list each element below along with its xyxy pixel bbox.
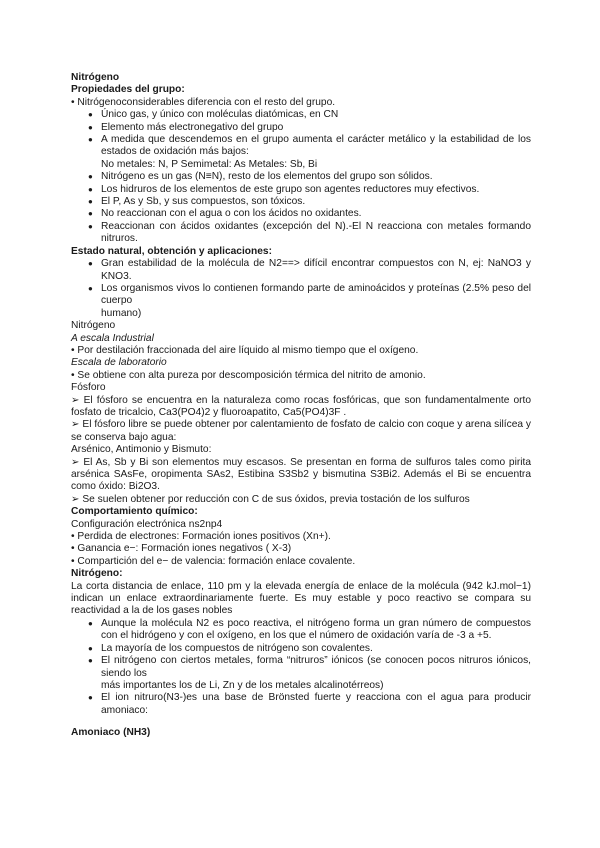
electron-configuration: Configuración electrónica ns2np4 <box>71 518 223 530</box>
natural-state-list <box>71 258 531 320</box>
group-properties-heading: Propiedades del grupo: <box>71 84 185 96</box>
nitrogen-paragraph: La corta distancia de enlace, 110 pm y la elevada energía de enlace de la molécula (942 kJ.mol−1) indican un enlace extraordinariamente fuerte. Es muy estable y poco reactivo se compara su reactividad a la de los gases nobles <box>71 580 531 617</box>
metal-classification: No metales: N, P Semimetal: As Metales: Sb, Bi <box>101 158 318 170</box>
list-item: ● El nitrógeno con ciertos metales, forma “nitruros” iónicos (se conocen pocos nitruros iónicos, siendo los más importantes los de Li, Zn y de los metales alcalinotérreos) <box>71 655 531 692</box>
list-item: ● Aunque la molécula N2 es poco reactiva, el nitrógeno forma un gran número de compuestos con el hidrógeno y con el oxígeno, en los que el número de oxidación varía de -3 a +5. <box>71 618 531 643</box>
list-item: ● El P, As y Sb, y sus compuestos, son tóxicos. <box>71 196 531 208</box>
group-intro: • Nitrógenoconsiderables diferencia con el resto del grupo. <box>71 96 336 108</box>
list-item: ● El ion nitruro(N3-)es una base de Brönsted fuerte y reacciona con el agua para producir amoniaco: <box>71 692 531 717</box>
list-item: ● Elemento más electronegativo del grupo <box>71 122 531 134</box>
arsenic-text-1: ➢ El As, Sb y Bi son elementos muy escasos. Se presentan en forma de sulfuros tales como pirita arsénica SAsFe, oropimenta SAs2, Estibina S3Sb2 y bismutina S3Bi2. Además el Bi se encuentra como óxido: Bi2O3. <box>71 456 531 493</box>
list-item: ● A medida que descendemos en el grupo aumenta el carácter metálico y la estabilidad de los estados de oxidación más bajos: No metales: N, P Semimetal: As Metales: Sb, Bi <box>71 134 531 171</box>
nitrogen-heading: Nitrógeno: <box>71 568 123 580</box>
list-item: ● Reaccionan con ácidos oxidantes (excepción del N).-El N reacciona con metales formando nitruros. <box>71 221 531 246</box>
lab-scale-label: Escala de laboratorio <box>71 357 167 369</box>
fosforo-text-2: ➢ El fósforo libre se puede obtener por calentamiento de fosfato de calcio con coque y arena silícea y se conserva bajo agua: <box>71 419 531 443</box>
list-item: ● Los organismos vivos lo contienen formando parte de aminoácidos y proteínas (2.5% peso del cuerpo humano) <box>71 283 531 320</box>
list-item: ● No reaccionan con el agua o con los ácidos no oxidantes. <box>71 208 531 220</box>
industrial-scale-text: • Por destilación fraccionada del aire líquido al mismo tiempo que el oxígeno. <box>71 344 419 356</box>
behavior-item: • Ganancia e−: Formación iones negativos ( X-3) <box>71 543 292 555</box>
industrial-scale-label: A escala Industrial <box>71 332 154 344</box>
document-page <box>71 72 531 740</box>
arsenic-subtitle: Arsénico, Antimonio y Bismuto: <box>71 444 212 456</box>
group-properties-list <box>71 109 531 245</box>
amoniaco-heading: Amoniaco (NH3) <box>71 727 151 739</box>
section-title-nitrogeno: Nitrógeno <box>71 72 120 83</box>
behavior-item: • Compartición del e− de valencia: formación enlace covalente. <box>71 555 356 567</box>
behavior-item: • Perdida de electrones: Formación iones positivos (Xn+). <box>71 531 331 543</box>
list-item: ● La mayoría de los compuestos de nitrógeno son covalentes. <box>71 643 531 655</box>
nitrogeno-subtitle: Nitrógeno <box>71 320 116 332</box>
list-item: ● Único gas, y único con moléculas diatómicas, en CN <box>71 109 531 121</box>
arsenic-text-2: ➢ Se suelen obtener por reducción con C de sus óxidos, previa tostación de los sulfuros <box>71 493 470 505</box>
fosforo-subtitle: Fósforo <box>71 382 106 394</box>
list-item: ● Nitrógeno es un gas (N≡N), resto de los elementos del grupo son sólidos. <box>71 171 531 183</box>
natural-state-heading: Estado natural, obtención y aplicaciones: <box>71 245 272 257</box>
nitrogen-list <box>71 618 531 717</box>
lab-scale-text: • Se obtiene con alta pureza por descomposición térmica del nitrito de amonio. <box>71 369 426 381</box>
list-item: ● Gran estabilidad de la molécula de N2==> difícil encontrar compuestos con N, ej: NaNO3 y KNO3. <box>71 258 531 283</box>
chemical-behavior-heading: Comportamiento químico: <box>71 506 198 518</box>
fosforo-text-1: ➢ El fósforo se encuentra en la naturaleza como rocas fosfóricas, que son fundamentalmente orto fosfato de tricalcio, Ca3(PO4)2 y fluoroapatito, Ca5(PO4)3F . <box>71 394 531 418</box>
spacer <box>71 717 531 727</box>
list-item: ● Los hidruros de los elementos de este grupo son agentes reductores muy efectivos. <box>71 184 531 196</box>
